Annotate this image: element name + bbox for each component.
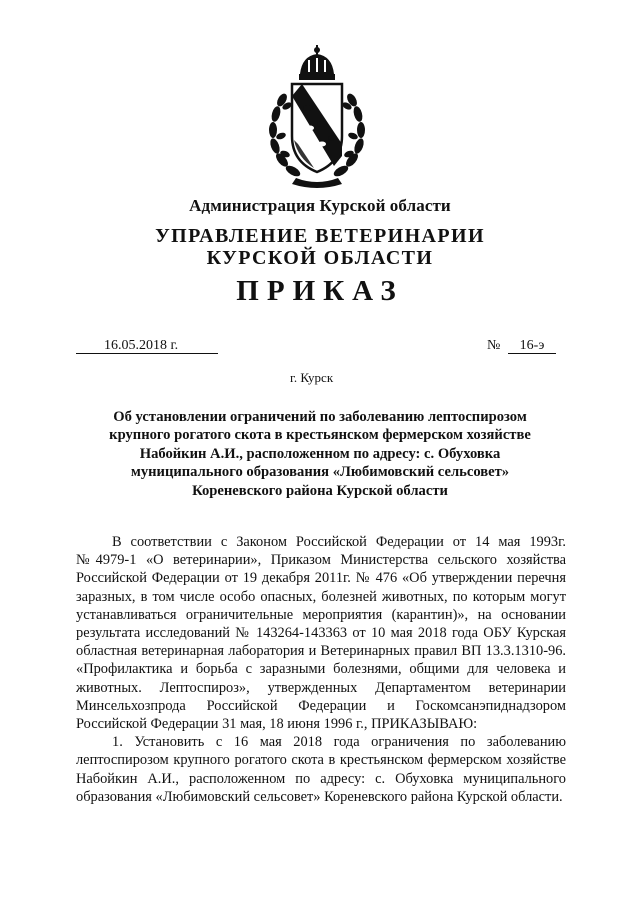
document-type-title: ПРИКАЗ bbox=[236, 275, 404, 307]
subject-line: крупного рогатого скота в крестьянском фермерском хозяйстве bbox=[109, 427, 531, 444]
document-body bbox=[76, 533, 566, 806]
subject-line: Набойкин А.И., расположенном по адресу: с. Обуховка bbox=[139, 445, 501, 462]
department-name-line2: КУРСКОЙ ОБЛАСТИ bbox=[206, 247, 434, 269]
department-name-line1: УПРАВЛЕНИЕ ВЕТЕРИНАРИИ bbox=[155, 225, 485, 247]
organization-name: Администрация Курской области bbox=[189, 196, 451, 215]
coat-of-arms-icon bbox=[258, 44, 376, 190]
document-number: 16-э bbox=[508, 338, 556, 354]
document-number-label: № bbox=[487, 338, 501, 353]
document-subject bbox=[0, 408, 640, 500]
subject-line: Об установлении ограничений по заболеванию лептоспирозом bbox=[113, 409, 527, 425]
document-date-value: 16.05.2018 г. bbox=[104, 338, 179, 353]
document-city: г. Курск bbox=[290, 370, 334, 385]
preamble-paragraph: В соответствии с Законом Российской Федерации от 14 мая 1993г. №4979-1 «О ветеринарии», Приказом Министерства сельского хозяйства Российской Федерации от 19 декабря 2011г. № 476 «Об утверждении перечня заразных, в том числе особо опасных, болезней животных, по которым могут устанавливаться ограничительные мероприятия (карантин)», на основании результата исследований № 143264-143363 от 10 мая 2018 года ОБУ Курская областная ветеринарная лаборатория и Ветеринарных правил ВП 13.3.1310-96. «Профилактика и борьба с заразными болезнями, общими для человека и животных. Лептоспироз», утвержденных Департаментом ветеринарии Минсельхозпрода Российской Федерации и Госкомсанэпиднадзором Российской Федерации 31 мая, 18 июня 1996 г., ПРИКАЗЫВАЮ: bbox=[76, 534, 566, 733]
subject-line: Кореневского района Курской области bbox=[192, 482, 448, 499]
subject-line: муниципального образования «Любимовский сельсовет» bbox=[130, 464, 510, 481]
order-item-1: 1. Установить с 16 мая 2018 года ограничения по заболеванию лептоспирозом крупного рогатого скота в крестьянском фермерском хозяйстве Набойкин А.И., расположенном по адресу: с. Обуховка муниципального образования «Любимовский сельсовет» Кореневского района Курской области. bbox=[76, 734, 566, 805]
document-date bbox=[76, 338, 218, 354]
